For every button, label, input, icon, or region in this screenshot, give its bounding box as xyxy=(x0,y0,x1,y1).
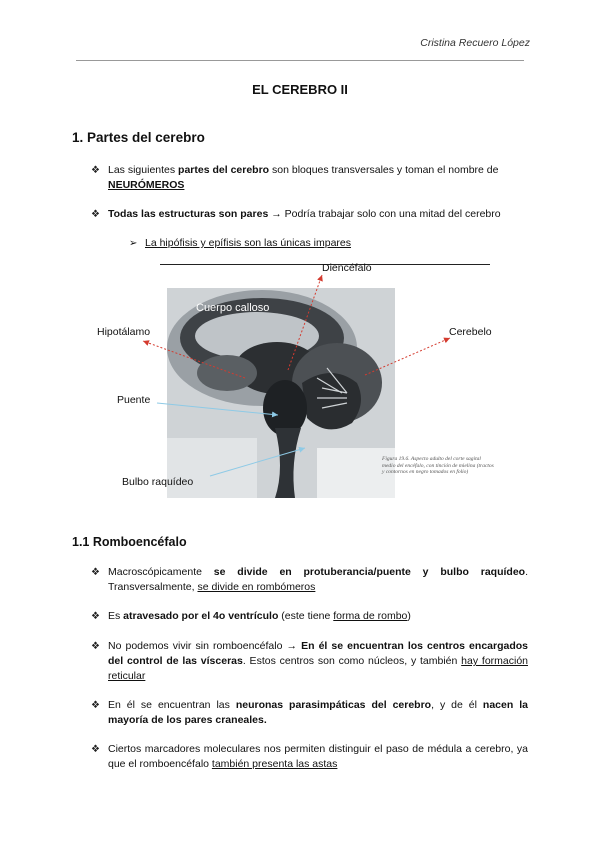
bullet-estructuras-pares: ❖ Todas las estructuras son pares → Podría trabajar solo con una mitad del cerebro xyxy=(91,208,501,220)
label-bulbo-raquideo: Bulbo raquídeo xyxy=(122,476,194,488)
figure-caption: Figura 19.6. Aspecto adulto del corte sagital medio del encéfalo, con tinción de mielina (tractos y contornos en negro tomados en folio) xyxy=(382,456,494,475)
bullet-cuarto-ventriculo: ❖ Es atravesado por el 4o ventrículo (este tiene forma de rombo) xyxy=(91,610,411,622)
subbullet-impares: ➢ La hipófisis y epífisis son las únicas impares xyxy=(129,237,352,249)
author-name: Cristina Recuero López xyxy=(420,37,530,49)
diamond-bullet-icon: ❖ xyxy=(91,744,100,755)
bullet-centros-visceras: ❖ No podemos vivir sin romboencéfalo → En él se encuentran los centros encargados del control de las vísceras. Estos centros son como núcleos, y también hay formación reticular xyxy=(91,640,529,682)
document-title: EL CEREBRO II xyxy=(252,82,348,97)
bullet-neuronas-parasimpaticas: ❖ En él se encuentran las neuronas parasimpáticas del cerebro, y de él nacen la mayoría de los pares craneales. xyxy=(91,699,528,726)
label-hipotalamo: Hipotálamo xyxy=(97,326,151,338)
label-cerebelo: Cerebelo xyxy=(449,326,492,338)
bullet-neuromeros: ❖ Las siguientes partes del cerebro son bloques transversales y toman el nombre de NEURÓMEROS xyxy=(91,164,499,191)
diamond-bullet-icon: ❖ xyxy=(91,165,100,176)
diamond-bullet-icon: ❖ xyxy=(91,611,100,622)
label-cuerpo-calloso: Cuerpo calloso xyxy=(196,302,270,314)
diamond-bullet-icon: ❖ xyxy=(91,700,100,711)
label-puente: Puente xyxy=(117,394,151,406)
arrowhead-bullet-icon: ➢ xyxy=(129,238,138,249)
bullet-marcadores-moleculares: ❖ Ciertos marcadores moleculares nos permiten distinguir el paso de médula a cerebro, ya que el romboencéfalo también presenta las astas xyxy=(91,743,528,770)
header-rule xyxy=(76,60,524,61)
label-diencefalo: Diencéfalo xyxy=(322,262,372,274)
diamond-bullet-icon: ❖ xyxy=(91,209,100,220)
bullet-macroscopicamente: ❖ Macroscópicamente se divide en protuberancia/puente y bulbo raquídeo. Transversalmente, se divide en rombómeros xyxy=(91,566,528,593)
diamond-bullet-icon: ❖ xyxy=(91,641,100,652)
section-heading-romboencefalo: 1.1 Romboencéfalo xyxy=(72,535,187,549)
section-heading-partes: 1. Partes del cerebro xyxy=(72,130,205,145)
diamond-bullet-icon: ❖ xyxy=(91,567,100,578)
brain-sagittal-photo xyxy=(167,288,395,498)
